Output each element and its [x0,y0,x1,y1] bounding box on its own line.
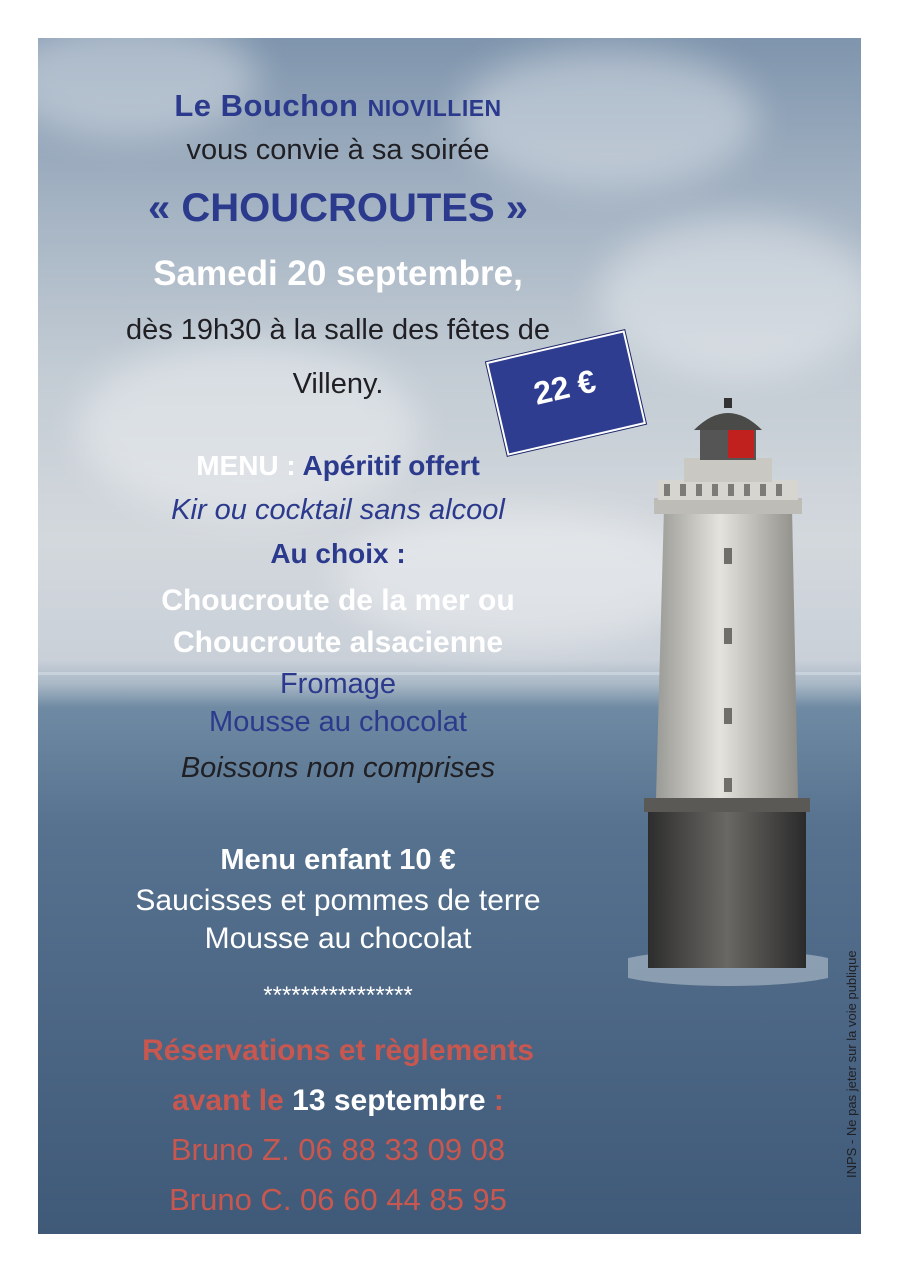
cloud [598,218,861,378]
reservation-before: avant le [172,1084,284,1117]
title-le: Le [174,88,212,123]
poster [38,38,861,1234]
reservation-date: 13 septembre [292,1084,486,1117]
event-town: Villeny. [292,368,384,400]
menu-note: Boissons non comprises [180,752,496,784]
reservation-deadline [38,1084,638,1118]
legal-notice: INPS - Ne pas jeter sur la voie publique [844,950,859,1178]
menu-dessert: Mousse au chocolat [209,706,467,738]
menu-label: MENU : [196,450,296,481]
menu-choice-label: Au choix : [270,538,406,569]
kids-menu-dessert: Mousse au chocolat [204,922,472,955]
organizer-title [38,88,638,124]
lighthouse-illustration [628,368,828,988]
menu-aperitif: Apéritif offert [302,450,480,481]
contact-1: Bruno Z. 06 88 33 09 08 [170,1132,506,1167]
menu-choice-2: Choucroute alsacienne [172,626,504,659]
price-label: 22 € [530,362,600,412]
menu-heading [38,450,638,482]
menu-drinks: Kir ou cocktail sans alcool [171,494,505,526]
price-badge [486,330,646,455]
reservation-colon: : [493,1084,504,1117]
invitation-text: vous convie à sa soirée [186,134,490,166]
kids-menu-main: Saucisses et pommes de terre [135,884,541,917]
event-time-place: dès 19h30 à la salle des fêtes de [125,314,551,346]
cloud [78,338,418,518]
event-name: « CHOUCROUTES » [147,186,529,230]
contact-2: Bruno C. 06 60 44 85 95 [169,1182,507,1217]
separator: **************** [263,982,413,1009]
reservation-line: Réservations et règlements [142,1034,534,1067]
title-bouchon: Bouchon [220,88,359,123]
menu-choice-1: Choucroute de la mer ou [161,584,515,617]
kids-menu-title: Menu enfant 10 € [220,844,456,876]
menu-cheese: Fromage [279,668,397,700]
title-niovillien: NIOVILLIEN [367,95,502,121]
event-date: Samedi 20 septembre, [153,254,523,293]
